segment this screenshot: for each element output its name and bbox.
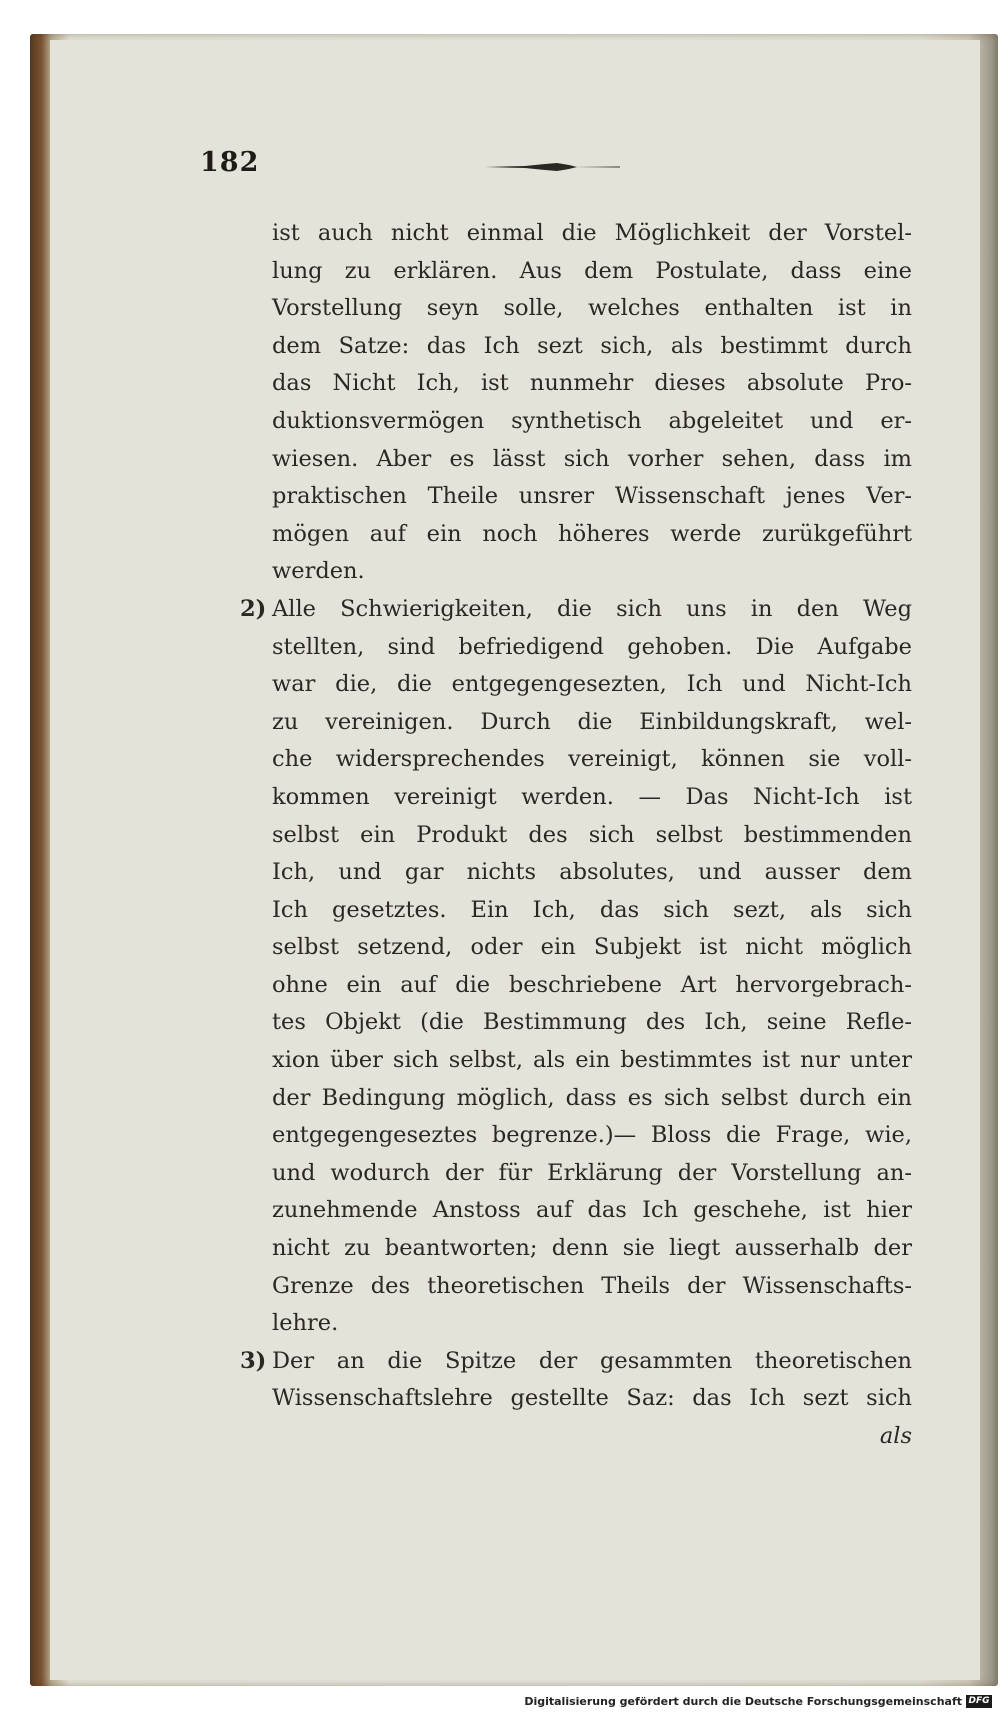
text-line: und wodurch der für Erklärung der Vorstellung an- <box>272 1159 912 1186</box>
text-line: Alle Schwierigkeiten, die sich uns in den Weg <box>272 595 912 622</box>
text-line: zunehmende Anstoss auf das Ich geschehe, ist hier <box>272 1197 912 1224</box>
text-line: entgegengeseztes begrenze.)— Bloss die Frage, wie, <box>272 1122 912 1149</box>
text-line: Grenze des theoretischen Theils der Wissenschafts- <box>272 1272 912 1299</box>
text-line: war die, die entgegengesezten, Ich und Nicht-Ich <box>272 671 912 698</box>
text-line: zu vereinigen. Durch die Einbildungskraft, wel- <box>272 708 912 735</box>
paragraph-1 <box>272 215 912 591</box>
page-number: 182 <box>200 147 260 178</box>
text-line: Der an die Spitze der gesammten theoretischen <box>272 1347 912 1374</box>
text-line: werden. <box>272 558 365 585</box>
text-line: der Bedingung möglich, dass es sich selbst durch ein <box>272 1084 912 1111</box>
text-line: lung zu erklären. Aus dem Postulate, dass eine <box>272 257 912 284</box>
text-line: che widersprechendes vereinigt, können sie voll- <box>272 746 912 773</box>
text-line: xion über sich selbst, als ein bestimmtes ist nur unter <box>272 1047 912 1074</box>
text-line: praktischen Theile unsrer Wissenschaft jenes Ver- <box>272 483 912 510</box>
body-text <box>240 215 912 1456</box>
catchword: als <box>879 1423 912 1449</box>
paragraph-3 <box>240 1343 912 1418</box>
footer-bar <box>0 1693 1000 1715</box>
paragraph-number: 2) <box>240 595 267 622</box>
text-line: mögen auf ein noch höheres werde zurükgeführt <box>272 520 912 547</box>
text-line: stellten, sind befriedigend gehoben. Die Aufgabe <box>272 633 912 660</box>
text-line: dem Satze: das Ich sezt sich, als bestimmt durch <box>272 332 912 359</box>
text-line: selbst setzend, oder ein Subjekt ist nicht möglich <box>272 934 912 961</box>
text-line: duktionsvermögen synthetisch abgeleitet und er- <box>272 407 912 434</box>
text-line: tes Objekt (die Bestimmung des Ich, seine Refle- <box>272 1009 912 1036</box>
text-line: ist auch nicht einmal die Möglichkeit der Vorstel- <box>272 220 912 246</box>
text-line: Ich gesetztes. Ein Ich, das sich sezt, als sich <box>272 896 912 923</box>
text-line: selbst ein Produkt des sich selbst bestimmenden <box>272 821 912 848</box>
text-line: Wissenschaftslehre gestellte Saz: das Ich sezt sich <box>272 1385 912 1412</box>
text-line: Ich, und gar nichts absolutes, und ausser dem <box>272 859 912 886</box>
text-line: nicht zu beantworten; denn sie liegt ausserhalb der <box>272 1235 912 1262</box>
funding-note: Digitalisierung gefördert durch die Deutsche Forschungsgemeinschaft <box>524 1695 962 1708</box>
text-line: wiesen. Aber es lässt sich vorher sehen, dass im <box>272 445 912 472</box>
text-line: Vorstellung seyn solle, welches enthalten ist in <box>272 295 912 322</box>
paragraph-number: 3) <box>240 1347 267 1374</box>
dfg-logo-icon: DFG <box>966 1695 992 1708</box>
text-line: das Nicht Ich, ist nunmehr dieses absolute Pro- <box>272 370 912 397</box>
text-line: lehre. <box>272 1310 339 1337</box>
text-line: ohne ein auf die beschriebene Art hervorgebrach- <box>272 971 912 998</box>
text-line: kommen vereinigt werden. — Das Nicht-Ich ist <box>272 783 912 810</box>
header-ornament <box>485 161 620 173</box>
paragraph-2 <box>240 591 912 1343</box>
